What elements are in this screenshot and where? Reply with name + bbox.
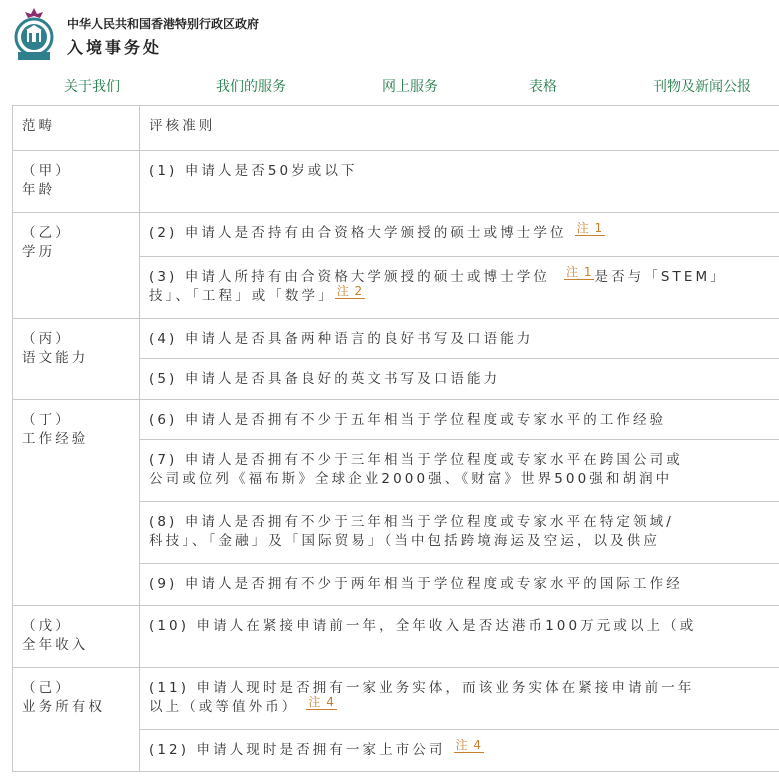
category-name: 工作经验 xyxy=(22,431,89,447)
nav-about-us[interactable]: 关于我们 xyxy=(64,79,120,95)
criteria-line: 公司或位列《福布斯》全球企业2000强、《财富》世界500强和胡润中 xyxy=(149,471,673,487)
table-header-row xyxy=(13,106,779,151)
category-code: （甲） xyxy=(22,163,72,179)
category-code: （乙） xyxy=(22,225,72,241)
criteria-cell xyxy=(140,257,779,319)
criteria-line: (2) 申请人是否持有由合资格大学颁授的硕士或博士学位 xyxy=(149,225,567,241)
criteria-line: (11) 申请人现时是否拥有一家业务实体，而该业务实体在紧接申请前一年 xyxy=(149,680,695,696)
criteria-cell xyxy=(140,564,779,606)
category-code: （丁） xyxy=(22,412,72,428)
criteria-line: 以上（或等值外币） xyxy=(149,699,299,715)
category-code: （己） xyxy=(22,680,72,696)
criteria-cell xyxy=(140,606,779,668)
category-name: 学历 xyxy=(22,244,56,260)
criteria-line: (7) 申请人是否拥有不少于三年相当于学位程度或专家水平在跨国公司或 xyxy=(149,452,683,468)
criteria-cell xyxy=(140,151,779,213)
category-name: 语文能力 xyxy=(22,350,89,366)
criteria-text: (1) 申请人是否50岁或以下 xyxy=(149,163,358,179)
category-cell xyxy=(13,151,140,213)
note-2-link[interactable]: 注 2 xyxy=(336,284,364,298)
main-navigation xyxy=(0,76,779,98)
criteria-text xyxy=(140,257,779,306)
criteria-cell xyxy=(140,668,779,730)
criteria-cell xyxy=(140,400,779,440)
category-name: 业务所有权 xyxy=(22,699,105,715)
category-name: 全年收入 xyxy=(22,637,89,653)
government-name: 中华人民共和国香港特别行政区政府 xyxy=(67,17,260,31)
note-1-link[interactable]: 注 1 xyxy=(576,221,604,235)
header-category: 范畴 xyxy=(22,118,56,134)
criteria-text: (6) 申请人是否拥有不少于五年相当于学位程度或专家水平的工作经验 xyxy=(149,412,667,428)
note-4-link[interactable]: 注 4 xyxy=(308,695,335,709)
criteria-cell xyxy=(140,319,779,359)
table-row xyxy=(13,606,779,668)
header-criteria: 评核准则 xyxy=(149,118,216,134)
nav-forms[interactable]: 表格 xyxy=(529,79,557,95)
criteria-line: 科技」、「金融」及「国际贸易」（当中包括跨境海运及空运，以及供应 xyxy=(149,533,660,549)
note-4-link[interactable]: 注 4 xyxy=(455,738,482,752)
header-criteria-cell xyxy=(140,106,779,151)
criteria-text: (4) 申请人是否具备两种语言的良好书写及口语能力 xyxy=(149,331,534,347)
criteria-cell xyxy=(140,440,779,502)
criteria-cell xyxy=(140,359,779,400)
criteria-text xyxy=(140,213,779,243)
criteria-line: (3) 申请人所持有由合资格大学颁授的硕士或博士学位 xyxy=(149,269,551,285)
category-name: 年龄 xyxy=(22,182,56,198)
table-row xyxy=(13,151,779,213)
category-cell xyxy=(13,213,140,319)
criteria-cell xyxy=(140,730,779,772)
criteria-text xyxy=(140,730,779,760)
criteria-line: (12) 申请人现时是否拥有一家上市公司 xyxy=(149,742,446,758)
category-cell xyxy=(13,668,140,772)
criteria-text xyxy=(140,502,779,551)
criteria-line: 技」、「工程」或「数学」 xyxy=(149,288,335,304)
table-row xyxy=(13,668,779,730)
table-row xyxy=(13,319,779,359)
criteria-text: (9) 申请人是否拥有不少于两年相当于学位程度或专家水平的国际工作经 xyxy=(149,576,683,592)
category-cell xyxy=(13,400,140,606)
criteria-line: 是否与「STEM」 xyxy=(594,269,727,285)
category-cell xyxy=(13,606,140,668)
category-code: （戊） xyxy=(22,618,72,634)
criteria-cell xyxy=(140,502,779,564)
category-code: （丙） xyxy=(22,331,72,347)
header-category-cell xyxy=(13,106,140,151)
assessment-criteria-table xyxy=(12,105,779,772)
department-name[interactable]: 入境事务处 xyxy=(67,38,163,57)
nav-our-services[interactable]: 我们的服务 xyxy=(216,79,286,95)
note-1-link[interactable]: 注 1 xyxy=(566,265,593,279)
site-header xyxy=(0,0,779,70)
criteria-text: (5) 申请人是否具备良好的英文书写及口语能力 xyxy=(149,371,501,387)
criteria-line: (8) 申请人是否拥有不少于三年相当于学位程度或专家水平在特定领域/ xyxy=(149,514,674,530)
nav-publications-press[interactable]: 刊物及新闻公报 xyxy=(653,79,751,95)
criteria-text xyxy=(140,440,779,489)
nav-online-services[interactable]: 网上服务 xyxy=(382,79,438,95)
table-row xyxy=(13,213,779,257)
criteria-text xyxy=(140,668,779,717)
criteria-text: (10) 申请人在紧接申请前一年，全年收入是否达港币100万元或以上（或 xyxy=(149,618,697,634)
category-cell xyxy=(13,319,140,400)
criteria-cell xyxy=(140,213,779,257)
immigration-emblem-icon[interactable] xyxy=(12,6,56,62)
table-row xyxy=(13,400,779,440)
